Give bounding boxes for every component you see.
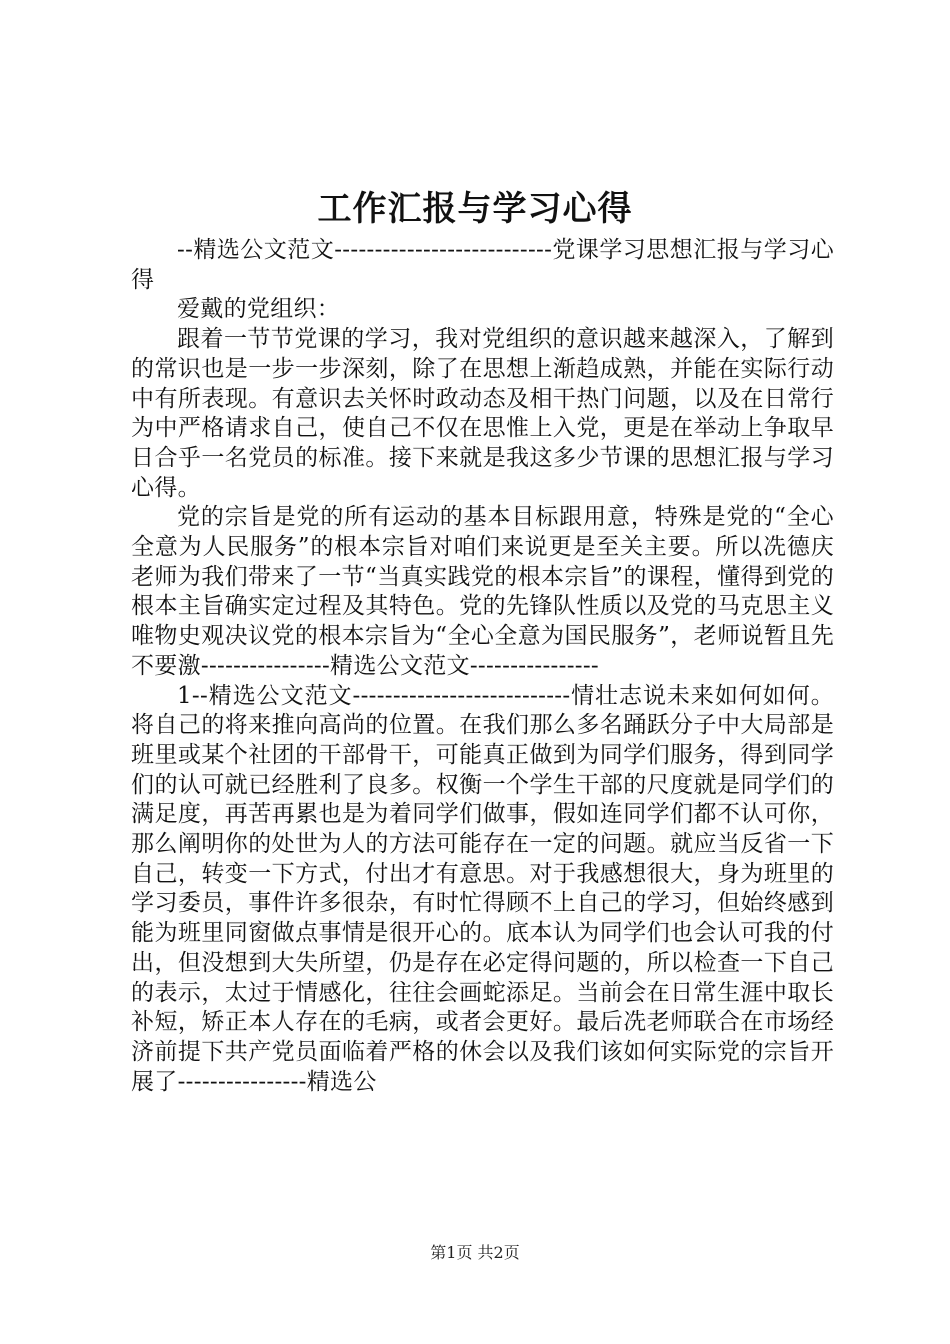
document-body: [131, 236, 834, 1097]
body-paragraph: 跟着一节节党课的学习，我对党组织的意识越来越深入，了解到的常识也是一步一步深刻，除了在思想上渐趋成熟，并能在实际行动中有所表现。有意识去关怀时政动态及相干热门问题，以及在日常行为中严格请求自己，使自己不仅在思惟上入党，更是在举动上争取早日合乎一名党员的标准。接下来就是我这多少节课的思想汇报与学习心得。: [131, 326, 834, 501]
salutation: 爱戴的党组织：: [177, 296, 341, 323]
body-paragraph: 1--精选公文范文---------------------------情壮志说未来如何如何。将自己的将来推向高尚的位置。在我们那么多名踊跃分子中大局部是班里或某个社团的干部骨干，可能真正做到为同学们服务，得到同学们的认可就已经胜利了良多。权衡一个学生干部的尺度就是同学们的满足度，再苦再累也是为着同学们做事，假如连同学们都不认可你，那么阐明你的处世为人的方法可能存在一定的问题。就应当反省一下自己，转变一下方式，付出才有意思。对于我感想很大，身为班里的学习委员，事件许多很杂，有时忙得顾不上自己的学习，但始终感到能为班里同窗做点事情是很开心的。底本认为同学们也会认可我的付出，但没想到大失所望，仍是存在必定得问题的，所以检查一下自己的表示，太过于情感化，往往会画蛇添足。当前会在日常生涯中取长补短，矫正本人存在的毛病，或者会更好。最后冼老师联合在市场经济前提下共产党员面临着严格的休会以及我们该如何实际党的宗旨开展了----------------精选公: [131, 682, 834, 1095]
page-number-footer: 第1页 共2页: [430, 1243, 520, 1262]
header-line: --精选公文范文---------------------------党课学习思想汇报与学习心得: [131, 237, 834, 293]
body-paragraph: 党的宗旨是党的所有运动的基本目标跟用意，特殊是党的“全心全意为人民服务”的根本宗旨对咱们来说更是至关主要。所以冼德庆老师为我们带来了一节“当真实践党的根本宗旨”的课程，懂得到党的根本主旨确实定过程及其特色。党的先锋队性质以及党的马克思主义唯物史观决议党的根本宗旨为“全心全意为国民服务”，老师说暂且先不要激----------------精选公文范文----------------: [131, 504, 834, 679]
document-title: 工作汇报与学习心得: [317, 189, 633, 229]
